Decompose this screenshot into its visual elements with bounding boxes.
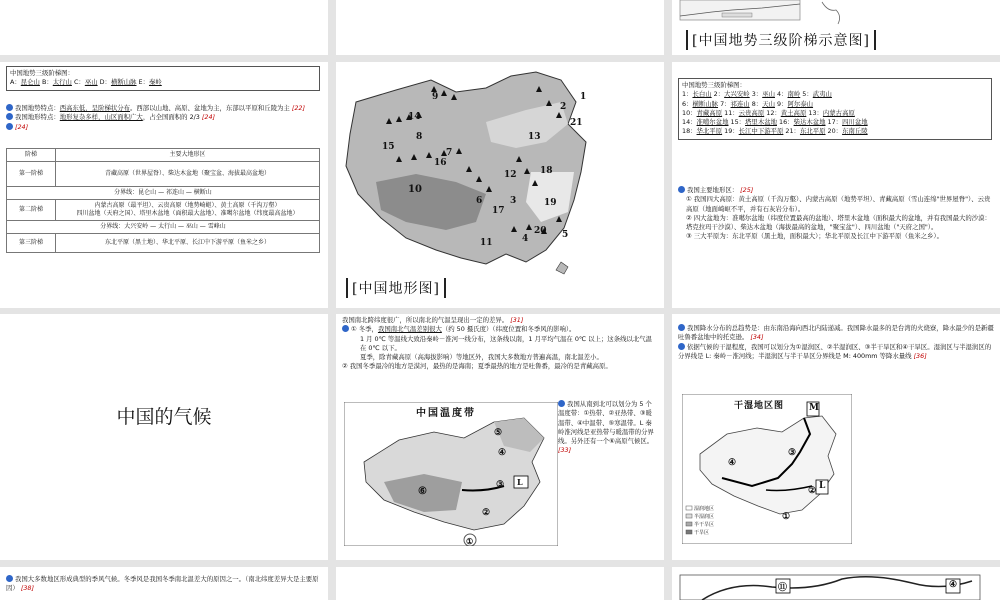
temperature-map-title: 中国温度带: [416, 408, 476, 419]
terrain-notes: [6, 104, 324, 132]
map-num-9: 9: [432, 92, 439, 102]
map-num-16: 16: [434, 158, 447, 168]
terrain-labels-line-4: 14：准噶尔盆地 15：塔里木盆地 16：柴达木盆地 17：四川盆地: [682, 118, 868, 127]
map-num-3: 3: [510, 196, 517, 206]
temperature-note-2: 1 月 0℃ 等温线大致沿秦岭－淮河一线分布，这条线以南，1 月平均气温在 0℃ 以上；这条线以北气温在 0℃ 以下。: [360, 334, 653, 352]
zone-label-2: ②: [482, 508, 491, 518]
map-num-1: 1: [580, 92, 587, 102]
dry-wet-map-title: 干湿地区图: [734, 401, 785, 411]
smiley-icon: [678, 324, 685, 331]
table-row: 第三阶梯 东北平原（黑土地）、华北平原、长江中下游平原（鱼米之乡）: [7, 234, 320, 253]
temperature-notes: [342, 316, 658, 372]
smiley-icon: [6, 104, 13, 111]
terrain-note-2: 我国地形特点：地形复杂多样，山区面积广大，占全国面积的 2/3 [24]: [6, 113, 324, 122]
smiley-icon: [678, 343, 685, 350]
map-num-5: 5: [562, 230, 569, 240]
zone-label-5: ⑤: [494, 428, 503, 438]
temperature-note-4: ② 我国冬季最冷的地方是漠河，最热的是海南；夏季最热的地方是吐鲁番，最冷的是青藏高原。: [342, 362, 612, 371]
dry-wet-label-3: ③: [788, 448, 797, 458]
zone-label-3: ③: [496, 480, 505, 490]
slide-7: [0, 314, 328, 560]
line-m-label: M: [809, 403, 819, 413]
table-row: 第一阶梯 青藏高原（世界屋脊）、柴达木盆地（聚宝盆、海拔最高盆地）: [7, 162, 320, 187]
landform-notes-title: 我国主要地形区： [25]: [678, 186, 994, 195]
smiley-icon: [342, 325, 349, 332]
slide-4: [0, 62, 328, 308]
zone-label-l: L: [517, 477, 523, 487]
map-num-18: 18: [540, 166, 553, 176]
zone-label-4: ④: [498, 448, 507, 458]
precipitation-notes: [678, 324, 994, 361]
smiley-icon: [6, 113, 13, 120]
temperature-intro: 我国南北跨纬度很广，所以南北的气温呈现出一定的差异。 [31]: [342, 316, 524, 324]
landform-notes: [678, 186, 994, 242]
terrain-labels-title: 中国地势三级阶梯图：: [682, 81, 746, 89]
slide-8: [336, 314, 664, 560]
map-num-2: 2: [560, 102, 567, 112]
map-mark-11: ⑪: [778, 583, 788, 593]
dry-wet-label-4: ④: [728, 458, 737, 468]
china-terrain-map: [336, 62, 664, 308]
precipitation-note-1: 我国降水分布的总趋势是：由东南沿海向西北内陆递减。我国降水最多的是台湾的火烧寮，降水最少的是新疆吐鲁番盆地中的托克逊。 [34]: [678, 324, 994, 342]
map-num-8: 8: [416, 132, 423, 142]
smiley-icon: [558, 400, 565, 407]
map-num-6: 6: [476, 196, 483, 206]
map-num-11: 11: [480, 238, 493, 248]
map-num-14: 14: [408, 112, 421, 122]
map-num-20: 20: [534, 226, 547, 236]
map-num-15: 15: [382, 142, 395, 152]
terrain-map-caption: [中国地形图]: [346, 278, 446, 298]
terrain-labels-line-5: 18：华北平原 19：长江中下游平原 21：东北平原 20：东南丘陵: [682, 127, 868, 136]
slide-11: [336, 567, 664, 600]
steps-box-line: A：昆仑山 B：太行山 C：巫山 D：横断山脉 E：秦岭: [10, 78, 162, 87]
line-l-label: L: [819, 481, 826, 491]
steps-box: [6, 66, 320, 91]
slide-1: [0, 0, 328, 55]
legend-item: 干旱区: [694, 530, 710, 536]
map-num-17: 17: [492, 206, 505, 216]
map-num-12: 12: [504, 170, 517, 180]
steps-box-title: 中国地势三级阶梯图：: [10, 69, 74, 77]
map-num-4: 4: [522, 234, 529, 244]
temperature-zones-note: 我国从南到北可以划分为 5 个温度带：①热带、②亚热带、③暖温带、④中温带、⑤寒温带。L 秦岭淮河线是亚热带与暖温带的分界线。另外还有一个⑥高原气候区。 [33]: [558, 400, 654, 455]
temperature-note-1: ① 冬季，我国南北气温差别很大（约 50 摄氏度）（纬度位置和冬季风的影响）。: [342, 325, 658, 334]
smiley-icon: [6, 123, 13, 130]
table-header: 阶梯 主要大地形区: [7, 149, 320, 162]
temperature-note-3: 夏季，除青藏高原（高海拔影响）等地区外，我国大多数地方普遍高温，南北温差小。: [360, 353, 603, 362]
map-num-7: 7: [446, 148, 453, 158]
map-num-19: 19: [544, 198, 557, 208]
landform-note-2: ② 四大盆地为：准噶尔盆地（纬度位置最高的盆地）、塔里木盆地（面积最大的盆地，并有我国最大的沙漠：塔克拉玛干沙漠）、柴达木盆地（海拔最高的盆地，"聚宝盆"）、四川盆地（"天府之国"）。: [686, 213, 991, 232]
map-num-10: 10: [408, 184, 422, 195]
dry-wet-legend: [694, 505, 714, 537]
terrain-steps-diagram: [672, 0, 1000, 30]
table-row: 分界线：大兴安岭 — 太行山 — 巫山 — 雪峰山: [7, 221, 320, 234]
slide-6: [672, 62, 1000, 308]
legend-item: 半干旱区: [694, 522, 715, 528]
slide-2: [336, 0, 664, 55]
slide-10: [0, 567, 328, 600]
legend-item: 半湿润区: [694, 514, 715, 520]
smiley-icon: [6, 575, 13, 582]
terrain-note-3: [24]: [6, 123, 324, 132]
terrain-labels-line-3: 10：青藏高原 11：云贵高原 12：黄土高原 13：内蒙古高原: [682, 108, 855, 117]
slide-5: [336, 62, 664, 308]
precipitation-note-2: 依据气候的干湿程度，我国可以划分为①湿润区、②半湿润区、③半干旱区和④干旱区。湿润区与半湿润区的分界线是 L: 秦岭－淮河线；半湿润区与半干旱区分界线是 M: 400mm 等降水量线 [36]: [678, 342, 992, 360]
terrain-labels-box: [678, 78, 992, 140]
section-title: 中国的气候: [116, 406, 212, 428]
map-num-21: 21: [570, 118, 583, 128]
dry-wet-label-2: ②: [808, 486, 817, 496]
terrain-labels-line-1: 1：长白山 2：大兴安岭 3：巫山 4：南岭 5：武夷山: [682, 90, 832, 99]
table-row: 第二阶梯 内蒙古高原（最平坦）、云贵高原（地势崎岖）、黄土高原（千沟万壑） 四川盆地（天府之国）、塔里木盆地（面积最大盆地）、准噶尔盆地（纬度最高盆地）: [7, 200, 320, 221]
landform-note-3: ③ 三大平原为：东北平原（黑土地，面积最大）；华北平原及长江中下游平原（鱼米之乡）。: [686, 232, 943, 241]
slide-12: [672, 567, 1000, 600]
terrain-steps-caption: [中国地势三级阶梯示意图]: [686, 30, 876, 50]
slide-3: [672, 0, 1000, 55]
zone-label-1: ①: [466, 536, 474, 546]
table-row: 分界线：昆仑山 — 祁连山 — 横断山: [7, 187, 320, 200]
monsoon-note: 我国大多数地区形成典型的季风气候。冬季风是我国冬季南北温差大的原因之一。（南北纬度差异大是主要原因） [38]: [6, 575, 319, 593]
smiley-icon: [678, 186, 685, 193]
terrain-labels-line-2: 6：横断山脉 7：祁连山 8：天山 9：阿尔泰山: [682, 99, 814, 108]
map-mark-4: ④: [949, 580, 958, 590]
steps-table: [6, 148, 320, 253]
terrain-note-1: 我国地势特点：西高东低，呈阶梯状分布。西部以山地、高原、盆地为主，东部以平原和丘陵为主 [22]: [6, 104, 324, 113]
landform-note-1: ① 我国四大高原：黄土高原（千沟万壑）、内蒙古高原（地势平坦）、青藏高原（雪山连绵"世界屋脊"）、云贵高原（地面崎岖不平，并有石灰岩分布）。: [686, 195, 991, 213]
slide-9: [672, 314, 1000, 560]
legend-item: 湿润地区: [694, 506, 715, 512]
zone-label-6: ⑥: [418, 486, 427, 497]
temperature-zone-map: [344, 402, 558, 546]
map-num-13: 13: [528, 132, 541, 142]
dry-wet-label-1: ①: [782, 512, 791, 522]
